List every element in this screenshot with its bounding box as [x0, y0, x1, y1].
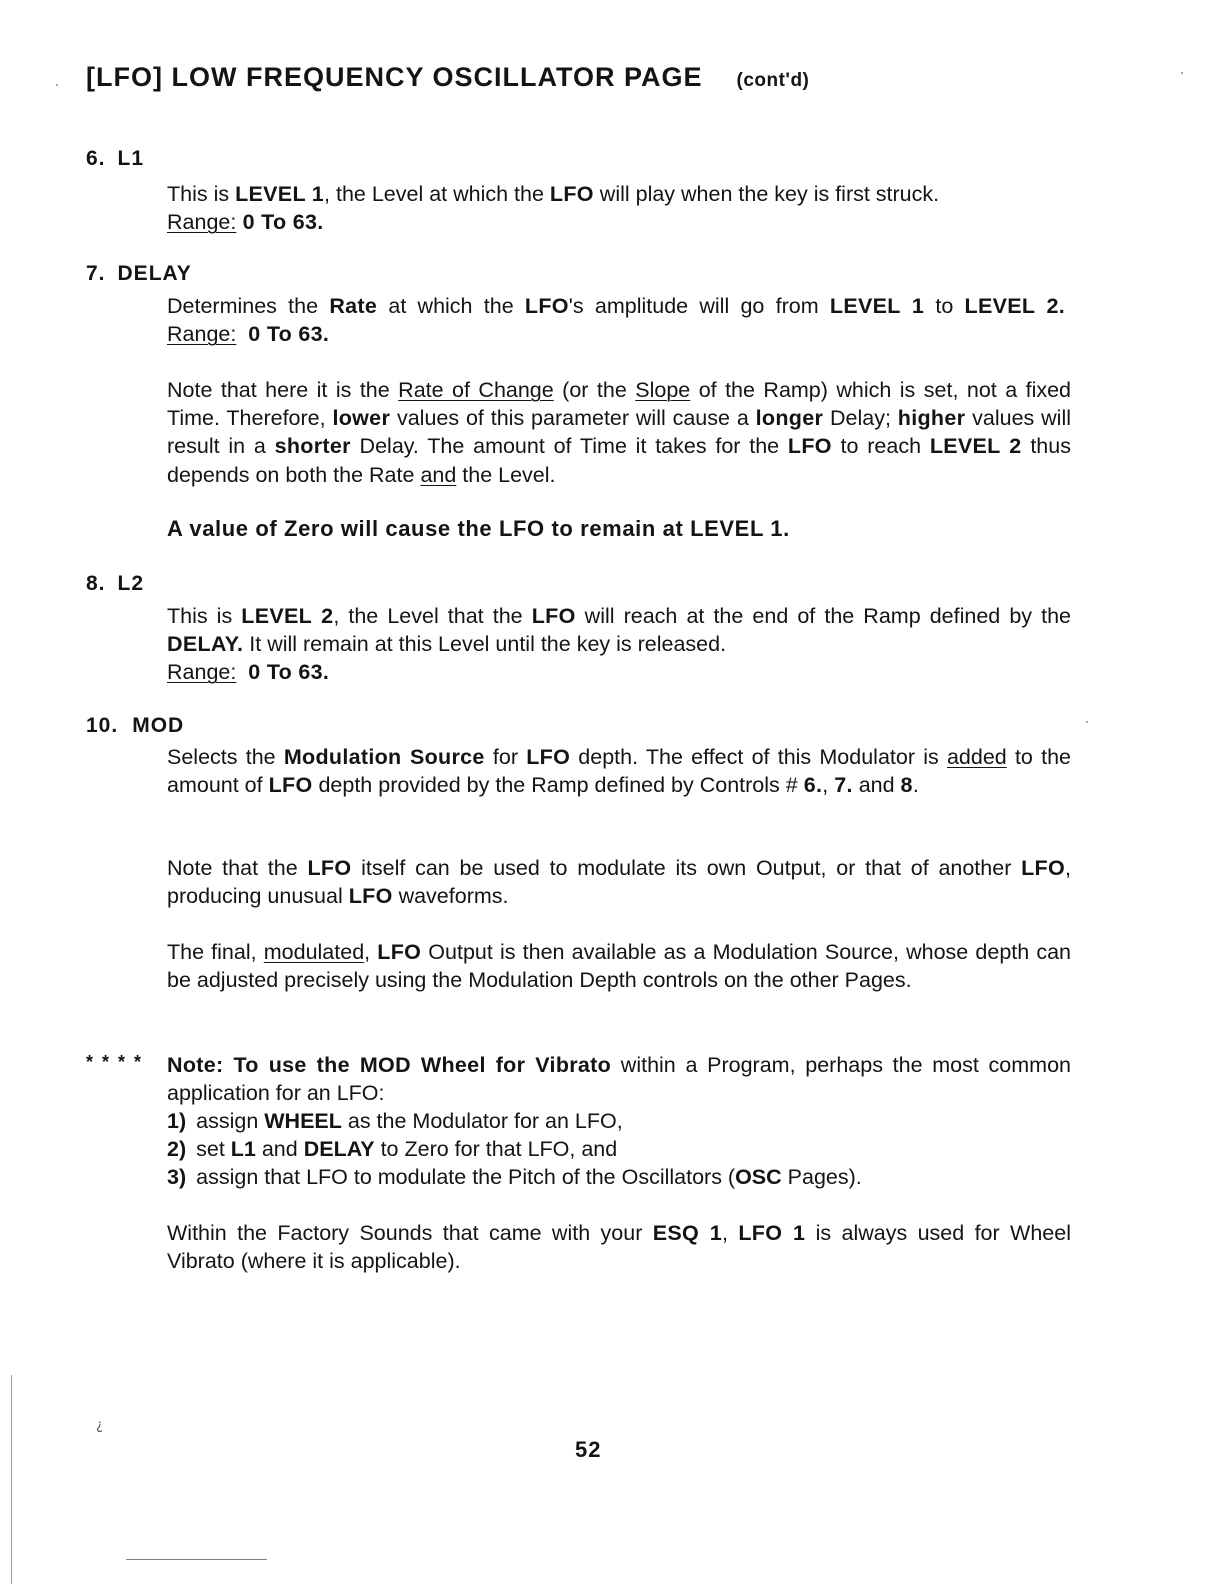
vibrato-note: Note: To use the MOD Wheel for Vibrato within a Program, perhaps the most common application for an LFO: [167, 1053, 1071, 1106]
mod-self-modulation-note: Note that the LFO itself can be used to modulate its own Output, or that of another LFO, producing unusual LFO waveforms. [167, 856, 1071, 909]
l2-description: This is LEVEL 2, the Level that the LFO will reach at the end of the Ramp defined by the DELAY. It will remain at this Level until the key is released. Range: 0 To 63. [167, 604, 1071, 685]
scan-margin-line [11, 1375, 12, 1584]
list-item: 2) set L1 and DELAY to Zero for that LFO, and [167, 1137, 618, 1162]
range-value: 0 To 63. [236, 210, 324, 235]
page-title [86, 62, 809, 93]
delay-note: Note that here it is the Rate of Change (or the Slope of the Ramp) which is set, not a fixed Time. Therefore, lower values of this parameter will cause a longer Delay; higher values will result in a shorter Delay. The amount of Time it takes for the LFO to reach LEVEL 2 thus depends on both the Rate and the Level. [167, 378, 1072, 487]
scan-speck [1086, 721, 1088, 723]
stray-mark: ¿ [96, 1418, 103, 1433]
range-label: Range: [167, 210, 237, 235]
l1-description: This is LEVEL 1, the Level at which the LFO will play when the key is first struck. Range: 0 To 63. [167, 182, 940, 235]
mod-output-note: The final, modulated, LFO Output is then available as a Modulation Source, whose depth can be adjusted precisely using the Modulation Depth controls on the other Pages. [167, 940, 1072, 993]
section-heading-mod: 10. MOD [86, 714, 185, 737]
footnote-rule [126, 1559, 267, 1560]
delay-zero-emphasis: A value of Zero will cause the LFO to remain at LEVEL 1. [167, 516, 790, 541]
section-heading-delay: 7. DELAY [86, 262, 192, 285]
range-label: Range: [167, 660, 237, 685]
vibrato-note-lead: Note: To use the MOD Wheel for Vibrato [167, 1053, 612, 1077]
page-title-text: [LFO] LOW FREQUENCY OSCILLATOR PAGE [86, 62, 703, 92]
delay-description: Determines the Rate at which the LFO's amplitude will go from LEVEL 1 to LEVEL 2. Range: 0 To 63. [167, 294, 1066, 347]
range-label: Range: [167, 322, 237, 347]
vibrato-steps [167, 1107, 1071, 1192]
range-value: 0 To 63. [248, 660, 330, 685]
note-stars: * * * * [86, 1052, 144, 1072]
range-value: 0 To 63. [248, 322, 330, 347]
section-heading-l1: 6. L1 [86, 147, 145, 170]
section-heading-l2: 8. L2 [86, 572, 145, 595]
scan-speck [1181, 72, 1183, 74]
mod-description: Selects the Modulation Source for LFO depth. The effect of this Modulator is added to the amount of LFO depth provided by the Ramp defined by Controls # 6., 7. and 8. [167, 745, 1071, 798]
list-item: 1) assign WHEEL as the Modulator for an LFO, [167, 1109, 623, 1133]
page-title-contd: (cont'd) [736, 70, 810, 91]
list-item: 3) assign that LFO to modulate the Pitch of the Oscillators (OSC Pages). [167, 1165, 862, 1190]
scan-speck [56, 84, 58, 86]
page-number: 52 [575, 1437, 602, 1462]
factory-sounds-note: Within the Factory Sounds that came with your ESQ 1, LFO 1 is always used for Wheel Vibrato (where it is applicable). [167, 1221, 1071, 1274]
